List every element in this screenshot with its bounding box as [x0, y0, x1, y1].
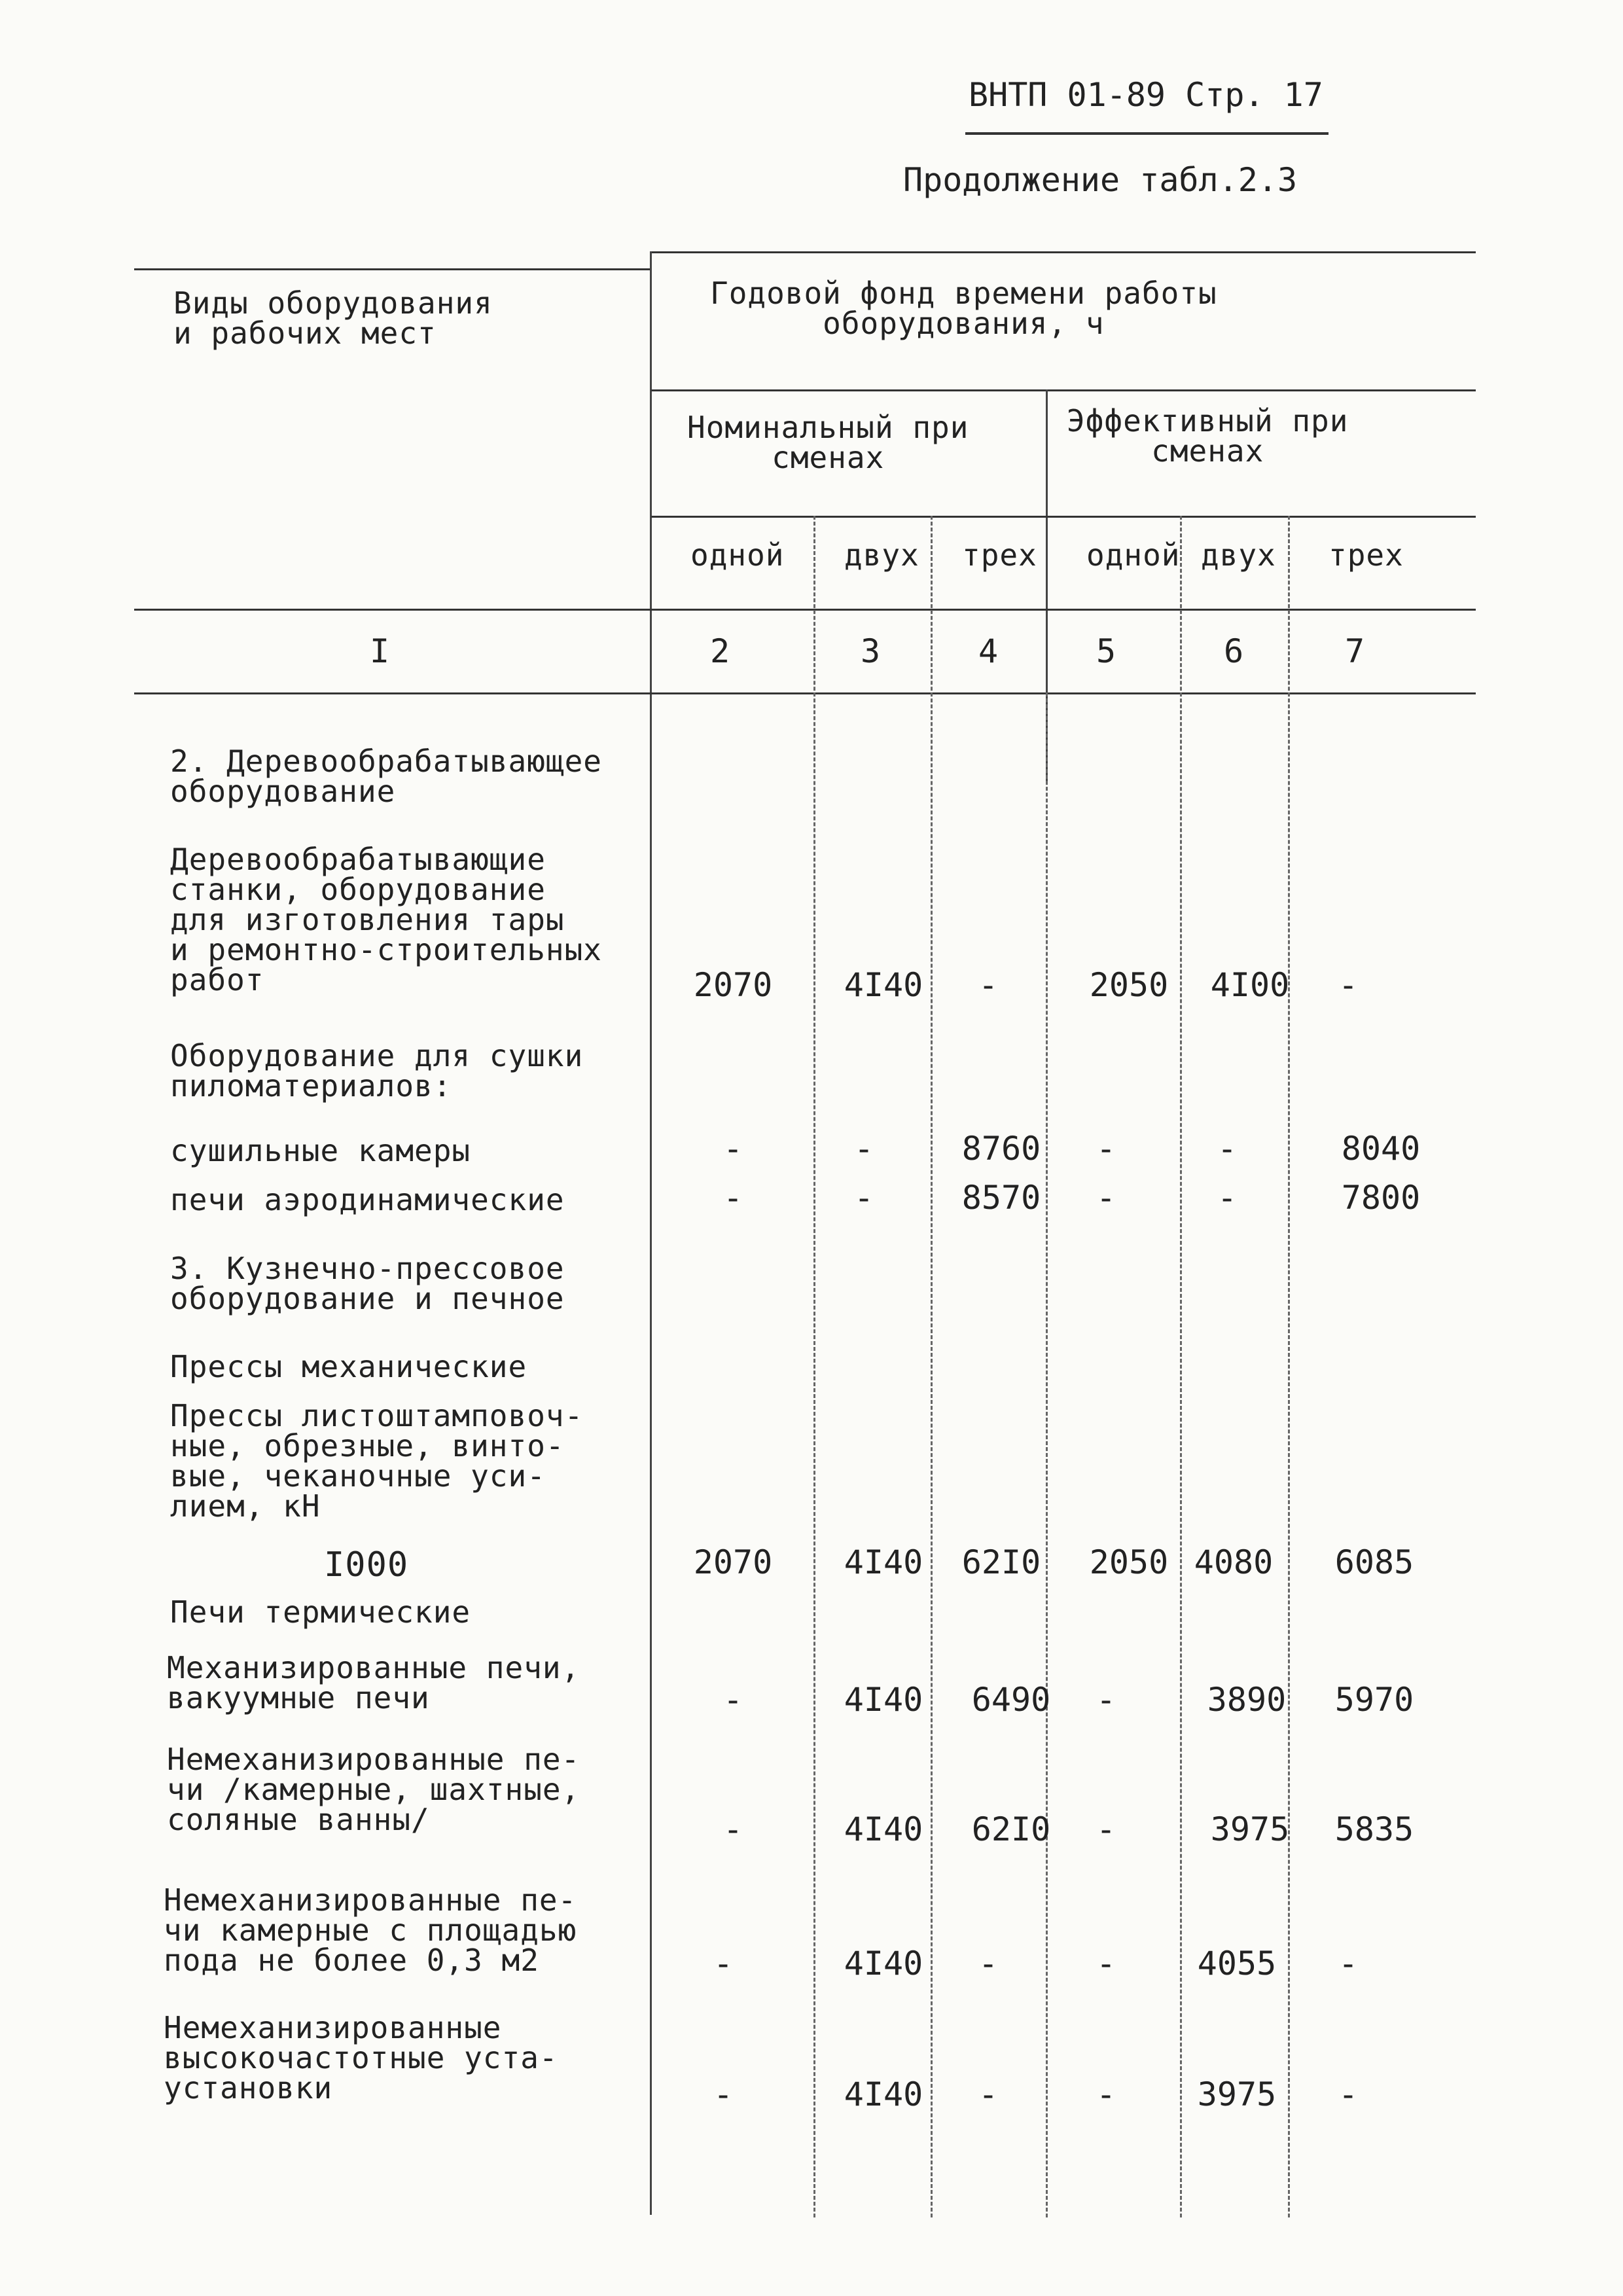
column-number-1: I	[369, 632, 390, 670]
column-header-equipment-types: Виды оборудования и рабочих мест	[173, 285, 493, 351]
table-continuation-label: Продолжение табл.2.3	[903, 161, 1298, 199]
cell-value: -	[1217, 1179, 1238, 1217]
column-number-7: 7	[1344, 632, 1365, 670]
cell-value: 4I40	[844, 1681, 923, 1719]
cell-value: 4I40	[844, 1543, 923, 1581]
row-label: 3. Кузнечно-прессовое оборудование и печное	[170, 1251, 565, 1316]
cell-value: 2070	[693, 966, 773, 1004]
cell-value: -	[853, 1130, 874, 1168]
cell-value: -	[978, 966, 999, 1004]
cell-value: 3890	[1207, 1681, 1287, 1719]
cell-value: 8570	[961, 1179, 1041, 1217]
shift-label-effective-three: трех	[1329, 537, 1404, 573]
cell-value: -	[713, 1945, 734, 1982]
column-header-annual-fund: Годовой фонд времени работы оборудования, ч	[710, 276, 1217, 341]
column-number-2: 2	[709, 632, 730, 670]
header-divider-1	[651, 389, 1476, 391]
cell-value: -	[1096, 1179, 1116, 1217]
row-label: сушильные камеры	[170, 1133, 471, 1168]
shift-label-effective-two: двух	[1201, 537, 1276, 573]
cell-value: 4I00	[1210, 966, 1290, 1004]
cell-value: -	[1217, 1130, 1238, 1168]
cell-value: 4080	[1194, 1543, 1274, 1581]
cell-value: 6085	[1334, 1543, 1414, 1581]
cell-value: -	[1096, 1810, 1116, 1848]
cell-value: 2050	[1089, 1543, 1169, 1581]
cell-value: 2050	[1089, 966, 1169, 1004]
cell-value: 4055	[1197, 1945, 1277, 1982]
column-divider-2-3	[813, 516, 815, 2217]
cell-value: 8040	[1341, 1130, 1421, 1168]
shift-label-nominal-one: одной	[690, 537, 785, 573]
row-label: Прессы механические	[170, 1349, 527, 1384]
cell-value: 2070	[693, 1543, 773, 1581]
row-label: I000	[324, 1545, 409, 1585]
cell-value: 3975	[1197, 2075, 1277, 2113]
row-label: печи аэродинамические	[170, 1182, 565, 1217]
cell-value: -	[1338, 966, 1359, 1004]
cell-value: 3975	[1210, 1810, 1290, 1848]
column-number-5: 5	[1096, 632, 1116, 670]
column-numbers-bottom-border	[134, 692, 1476, 694]
cell-value: -	[1338, 1945, 1359, 1982]
cell-value: 8760	[961, 1130, 1041, 1168]
cell-value: 4I40	[844, 1810, 923, 1848]
table-top-border-left	[134, 268, 651, 270]
row-label: Прессы листоштамповоч- ные, обрезные, винто- вые, чеканочные уси- лием, кН	[170, 1398, 584, 1524]
subheader-effective: Эффективный при сменах	[1067, 403, 1349, 469]
row-label: Деревообрабатывающие станки, оборудование для изготовления тары и ремонтно-строительных работ	[170, 842, 602, 997]
header-bottom-border	[134, 609, 1476, 611]
cell-value: 7800	[1341, 1179, 1421, 1217]
document-reference: ВНТП 01-89 Стр. 17	[969, 76, 1323, 114]
table-top-border-right	[651, 251, 1476, 253]
shift-label-effective-one: одной	[1086, 537, 1181, 573]
cell-value: -	[713, 2075, 734, 2113]
row-label: Печи термические	[170, 1594, 471, 1630]
cell-value: -	[853, 1179, 874, 1217]
cell-value: 4I40	[844, 966, 923, 1004]
cell-value: 62I0	[971, 1810, 1051, 1848]
cell-value: -	[722, 1179, 743, 1217]
cell-value: 62I0	[961, 1543, 1041, 1581]
cell-value: -	[1096, 1130, 1116, 1168]
row-label: Механизированные печи, вакуумные печи	[167, 1650, 580, 1715]
column-divider-main	[650, 251, 652, 2215]
column-divider-4-5	[1046, 692, 1048, 2217]
cell-value: 6490	[971, 1681, 1051, 1719]
column-number-3: 3	[860, 632, 881, 670]
header-divider-2	[651, 516, 1476, 518]
subheader-nominal: Номинальный при сменах	[687, 410, 969, 475]
cell-value: 4I40	[844, 1945, 923, 1982]
cell-value: -	[1096, 1681, 1116, 1719]
cell-value: -	[1096, 1945, 1116, 1982]
cell-value: -	[1338, 2075, 1359, 2113]
column-number-4: 4	[978, 632, 999, 670]
header-underline	[965, 132, 1329, 135]
cell-value: -	[978, 1945, 999, 1982]
row-label: 2. Деревообрабатывающее оборудование	[170, 744, 602, 809]
row-label: Немеханизированные высокочастотные уста- установки	[164, 2010, 558, 2106]
column-number-6: 6	[1223, 632, 1244, 670]
cell-value: -	[722, 1681, 743, 1719]
cell-value: 5835	[1334, 1810, 1414, 1848]
shift-label-nominal-two: двух	[844, 537, 919, 573]
cell-value: -	[722, 1810, 743, 1848]
row-label: Немеханизированные пе- чи камерные с площадью пода не более 0,3 м2	[164, 1882, 577, 1978]
shift-label-nominal-three: трех	[962, 537, 1037, 573]
cell-value: -	[1096, 2075, 1116, 2113]
row-label: Немеханизированные пе- чи /камерные, шахтные, соляные ванны/	[167, 1742, 580, 1837]
cell-value: 4I40	[844, 2075, 923, 2113]
cell-value: -	[978, 2075, 999, 2113]
row-label: Оборудование для сушки пиломатериалов:	[170, 1038, 584, 1103]
cell-value: -	[722, 1130, 743, 1168]
cell-value: 5970	[1334, 1681, 1414, 1719]
